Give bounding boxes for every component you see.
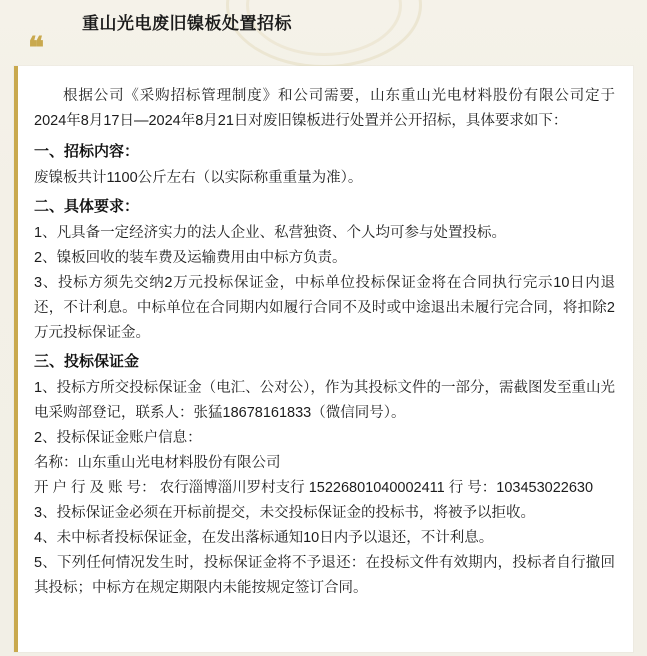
section-heading-1: 一、招标内容： [34, 143, 140, 160]
section-2-item-2: 2、镍板回收的装车费及运输费用由中标方负责。 [34, 250, 347, 266]
title-row [0, 0, 647, 34]
quote-row [0, 34, 647, 64]
section-3-item-1: 1、投标方所交投标保证金（电汇、公对公），作为其投标文件的一部分，需截图发至重山光电采购部登记，联系人：张猛18678161833（微信同号）。 [34, 380, 615, 421]
section-3-item-5: 5、下列任何情况发生时，投标保证金将不予退还：在投标文件有效期内，投标者自行撤回其投标；中标方在规定期限内未能按规定签订合同。 [34, 555, 615, 596]
account-number-line: 开 户 行 及 账 号： 农行淄博淄川罗村支行 15226801040002411 行 号：103453022630 [34, 480, 594, 496]
section-2-item-1: 1、凡具备一定经济实力的法人企业、私营独资、个人均可参与处置投标。 [34, 225, 507, 241]
section-heading-2: 二、具体要求： [34, 198, 140, 215]
intro-paragraph: 根据公司《采购招标管理制度》和公司需要，山东重山光电材料股份有限公司定于2024年8月17日—2024年8月21日对废旧镍板进行处置并公开招标，具体要求如下： [34, 88, 615, 129]
section-1-item-1: 废镍板共计1100公斤左右（以实际称重重量为准）。 [34, 170, 363, 186]
section-3-item-3: 3、投标保证金必须在开标前提交，未交投标保证金的投标书，将被予以拒收。 [34, 505, 536, 521]
section-heading-3: 三、投标保证金 [34, 353, 140, 370]
account-name-line: 名称：山东重山光电材料股份有限公司 [34, 455, 281, 471]
document-body-card [14, 66, 633, 652]
section-2-item-3: 3、投标方须先交纳2万元投标保证金，中标单位投标保证金将在合同执行完示10日内退还，不计利息。中标单位在合同期内如履行合同不及时或中途退出未履行完合同，将扣除2万元投标保证金。 [34, 275, 615, 341]
quote-mark-icon: ❝ [28, 32, 45, 65]
section-3-item-4: 4、未中标者投标保证金，在发出落标通知10日内予以退还，不计利息。 [34, 530, 494, 546]
section-3-item-2: 2、投标保证金账户信息： [34, 430, 202, 446]
page-title: 重山光电废旧镍板处置招标 [82, 14, 292, 33]
